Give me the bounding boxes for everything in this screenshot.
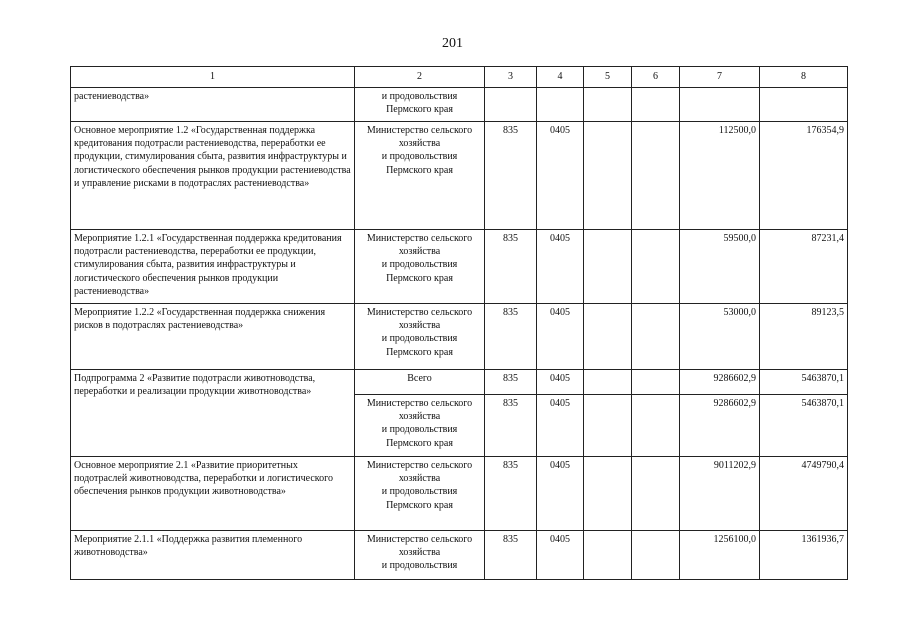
budget-table — [70, 66, 848, 580]
code-cell-6 — [632, 370, 680, 395]
table-header-row — [71, 67, 848, 88]
amount-cell-7: 9286602,9 — [680, 370, 760, 395]
header-col-8: 8 — [760, 67, 848, 88]
table-row — [71, 230, 848, 304]
header-col-5: 5 — [584, 67, 632, 88]
code-cell-3: 835 — [485, 370, 537, 395]
administrator-cell: Министерство сельского хозяйства и продовольствия Пермского края — [355, 122, 485, 230]
amount-cell-8: 87231,4 — [760, 230, 848, 304]
code-cell-4: 0405 — [537, 370, 584, 395]
code-cell-4: 0405 — [537, 531, 584, 580]
code-cell-5 — [584, 122, 632, 230]
amount-cell-7: 112500,0 — [680, 122, 760, 230]
code-cell-5 — [584, 370, 632, 395]
page-number: 201 — [442, 36, 463, 51]
code-cell-6 — [632, 395, 680, 457]
code-cell-6 — [632, 230, 680, 304]
code-cell-3: 835 — [485, 395, 537, 457]
amount-cell-7: 9011202,9 — [680, 457, 760, 531]
code-cell-4: 0405 — [537, 122, 584, 230]
amount-cell-7: 59500,0 — [680, 230, 760, 304]
header-col-6: 6 — [632, 67, 680, 88]
code-cell-6 — [632, 531, 680, 580]
amount-cell-8: 89123,5 — [760, 304, 848, 370]
code-cell-3 — [485, 88, 537, 122]
amount-cell-7: 53000,0 — [680, 304, 760, 370]
amount-cell-8: 1361936,7 — [760, 531, 848, 580]
amount-cell-8: 5463870,1 — [760, 395, 848, 457]
row-name-cell: растениеводства» — [71, 88, 355, 122]
table-row — [71, 304, 848, 370]
code-cell-5 — [584, 457, 632, 531]
table-row — [71, 531, 848, 580]
code-cell-4: 0405 — [537, 230, 584, 304]
code-cell-4: 0405 — [537, 457, 584, 531]
code-cell-3: 835 — [485, 457, 537, 531]
row-name-cell: Мероприятие 2.1.1 «Поддержка развития племенного животноводства» — [71, 531, 355, 580]
code-cell-4 — [537, 88, 584, 122]
administrator-cell: Министерство сельского хозяйства и продовольствия Пермского края — [355, 395, 485, 457]
code-cell-5 — [584, 230, 632, 304]
code-cell-6 — [632, 457, 680, 531]
code-cell-6 — [632, 88, 680, 122]
row-name-cell: Основное мероприятие 1.2 «Государственная поддержка кредитования подотрасли растениеводства, переработки ее продукции, стимулирования сбыта, развития инфраструктуры и логистического обеспечения рынков продукции растениеводства и управление рисками в подотраслях растениеводства» — [71, 122, 355, 230]
administrator-cell: Министерство сельского хозяйства и продовольствия Пермского края — [355, 304, 485, 370]
code-cell-3: 835 — [485, 230, 537, 304]
code-cell-4: 0405 — [537, 304, 584, 370]
row-name-cell: Основное мероприятие 2.1 «Развитие приоритетных подотраслей животноводства, переработки и логистического обеспечения рынков продукции животноводства» — [71, 457, 355, 531]
header-col-3: 3 — [485, 67, 537, 88]
amount-cell-8: 5463870,1 — [760, 370, 848, 395]
amount-cell-7: 9286602,9 — [680, 395, 760, 457]
administrator-cell: Всего — [355, 370, 485, 395]
table-row — [71, 457, 848, 531]
amount-cell-7 — [680, 88, 760, 122]
code-cell-3: 835 — [485, 531, 537, 580]
header-col-1: 1 — [71, 67, 355, 88]
amount-cell-8: 4749790,4 — [760, 457, 848, 531]
administrator-cell: и продовольствия Пермского края — [355, 88, 485, 122]
code-cell-3: 835 — [485, 122, 537, 230]
code-cell-5 — [584, 304, 632, 370]
row-name-cell: Мероприятие 1.2.2 «Государственная поддержка снижения рисков в подотраслях растениеводства» — [71, 304, 355, 370]
row-name-cell: Мероприятие 1.2.1 «Государственная поддержка кредитования подотрасли растениеводства, переработки ее продукции, стимулирования сбыта, развития инфраструктуры и логистического обеспечения рынков продукции растениеводства» — [71, 230, 355, 304]
code-cell-3: 835 — [485, 304, 537, 370]
table-row — [71, 88, 848, 122]
header-col-4: 4 — [537, 67, 584, 88]
table-row — [71, 370, 848, 395]
amount-cell-8 — [760, 88, 848, 122]
header-col-2: 2 — [355, 67, 485, 88]
table-row — [71, 122, 848, 230]
code-cell-6 — [632, 304, 680, 370]
code-cell-6 — [632, 122, 680, 230]
administrator-cell: Министерство сельского хозяйства и продовольствия Пермского края — [355, 457, 485, 531]
amount-cell-7: 1256100,0 — [680, 531, 760, 580]
row-name-cell: Подпрограмма 2 «Развитие подотрасли животноводства, переработки и реализации продукции животноводства» — [71, 370, 355, 457]
amount-cell-8: 176354,9 — [760, 122, 848, 230]
header-col-7: 7 — [680, 67, 760, 88]
code-cell-5 — [584, 395, 632, 457]
code-cell-5 — [584, 88, 632, 122]
code-cell-4: 0405 — [537, 395, 584, 457]
code-cell-5 — [584, 531, 632, 580]
administrator-cell: Министерство сельского хозяйства и продовольствия Пермского края — [355, 230, 485, 304]
administrator-cell: Министерство сельского хозяйства и продовольствия — [355, 531, 485, 580]
